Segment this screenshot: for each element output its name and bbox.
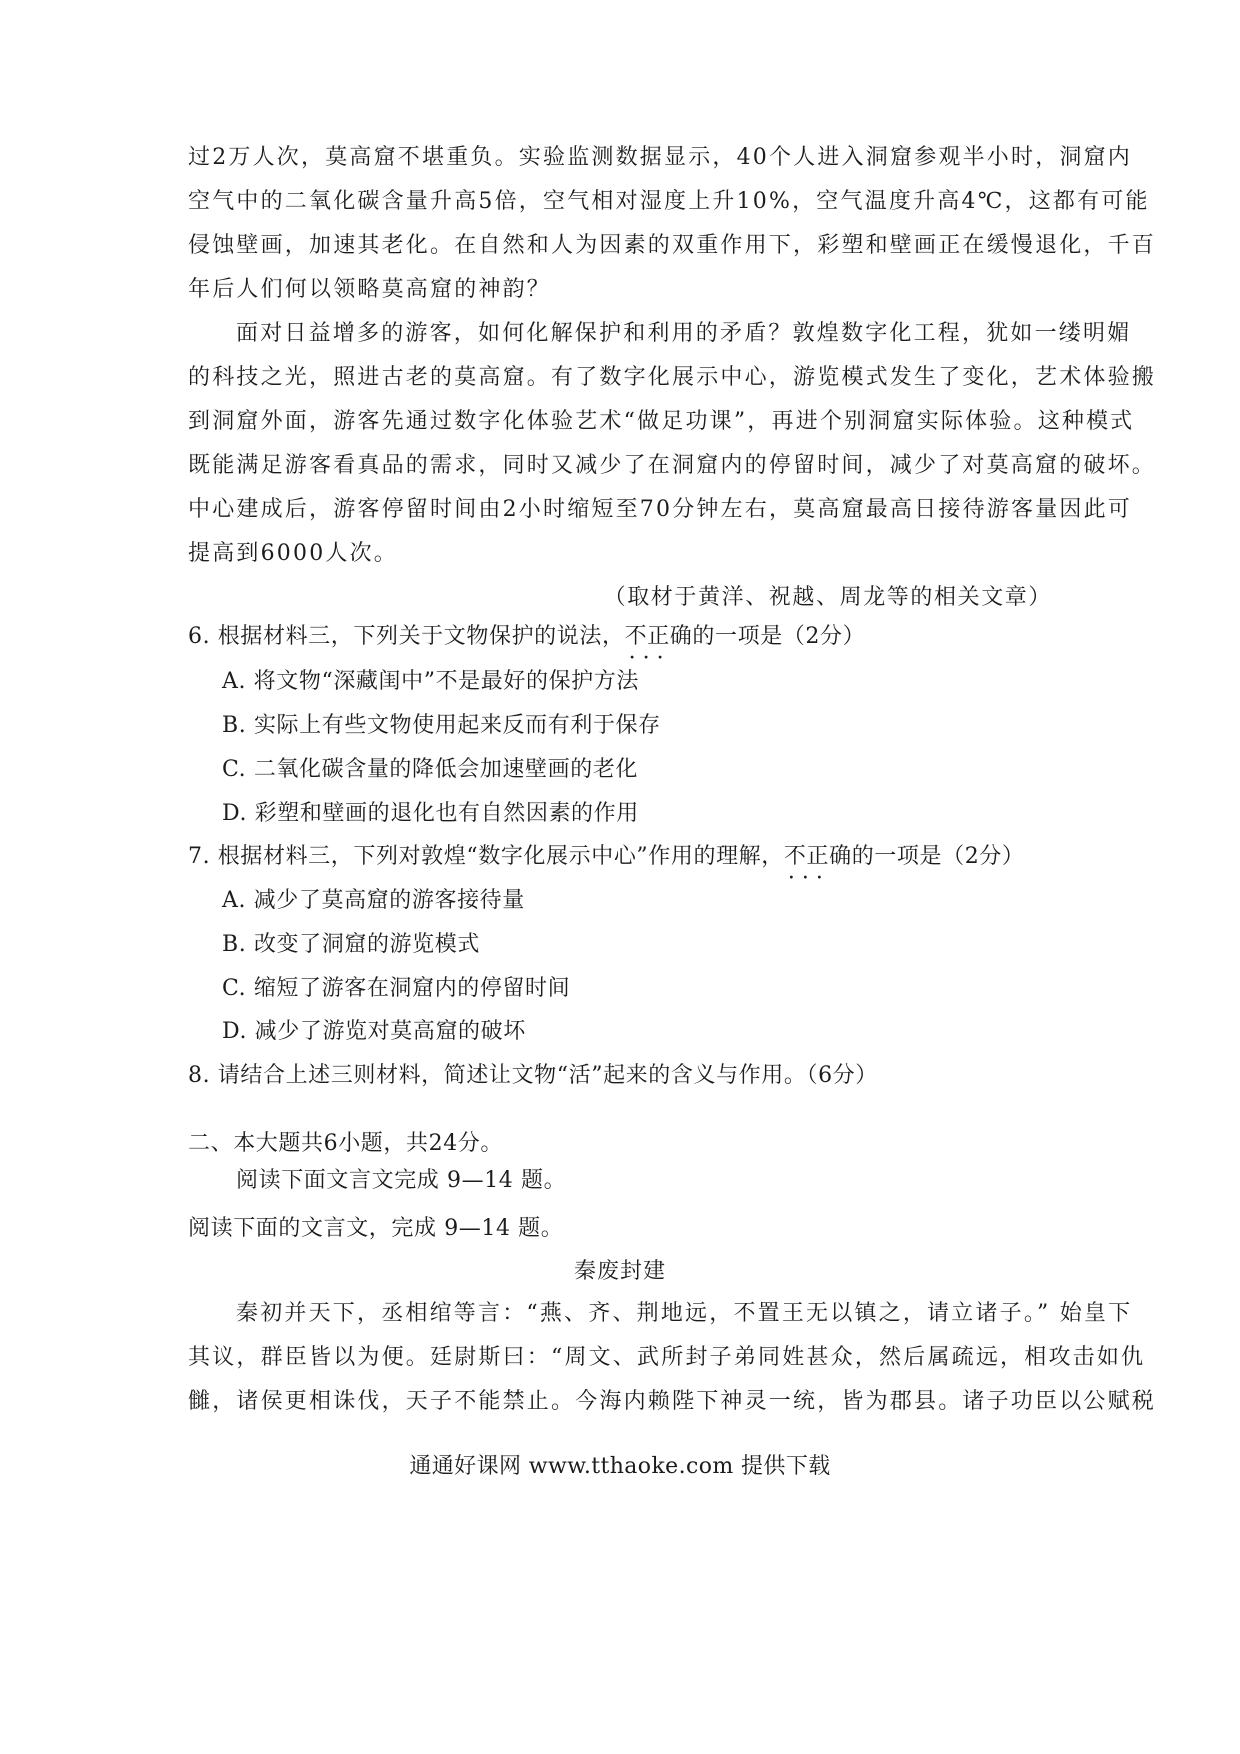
passage-line: 年后人们何以领略莫高窟的神韵？ xyxy=(188,277,552,302)
passage-line: 提高到6000人次。 xyxy=(188,541,398,566)
section-heading: 二、本大题共6小题，共24分。 xyxy=(188,1131,503,1156)
question-stem-text: 的一项是（2分） xyxy=(692,624,866,649)
section-instruction: 阅读下面文言文完成 9—14 题。 xyxy=(236,1168,567,1193)
passage-line: 到洞窟外面，游客先通过数字化体验艺术“做足功课”，再进个别洞窟实际体验。这种模式 xyxy=(188,409,1135,434)
question-stem-text: 7. 根据材料三，下列对敦煌“数字化展示中心”作用的理解， xyxy=(188,844,784,869)
page-footer: 通通好课网 www.tthaoke.com 提供下载 xyxy=(409,1454,831,1479)
passage-line: 空气中的二氧化碳含量升高5倍，空气相对湿度上升10%，空气温度升高4℃，这都有可能 xyxy=(188,189,1150,214)
option-b: B. 实际上有些文物使用起来反而有利于保存 xyxy=(222,713,661,738)
question-stem-text: 6. 根据材料三，下列关于文物保护的说法， xyxy=(188,624,625,649)
passage-line: 侵蚀壁画，加速其老化。在自然和人为因素的双重作用下，彩塑和壁画正在缓慢退化，千百 xyxy=(188,233,1157,258)
classical-text-line: 雠，诸侯更相诛伐，天子不能禁止。今海内赖陛下神灵一统，皆为郡县。诸子功臣以公赋税 xyxy=(188,1389,1157,1414)
passage-line: 的科技之光，照进古老的莫高窟。有了数字化展示中心，游览模式发生了变化，艺术体验搬 xyxy=(188,365,1157,390)
source-citation: （取材于黄洋、祝越、周龙等的相关文章） xyxy=(603,585,1052,610)
classical-text-line: 秦初并天下，丞相绾等言：“燕、齐、荆地远，不置王无以镇之，请立诸子。” 始皇下 xyxy=(236,1301,1133,1326)
option-b: B. 改变了洞窟的游览模式 xyxy=(222,932,480,957)
option-d: D. 彩塑和壁画的退化也有自然因素的作用 xyxy=(222,801,639,826)
option-a: A. 将文物“深藏闺中”不是最好的保护方法 xyxy=(222,669,639,694)
question-7-stem xyxy=(188,842,1025,872)
question-stem-text: 的一项是（2分） xyxy=(851,844,1025,869)
classical-text-line: 其议，群臣皆以为便。廷尉斯曰：“周文、武所封子弟同姓甚众，然后属疏远，相攻击如仇 xyxy=(188,1345,1146,1370)
question-6-stem xyxy=(188,622,865,652)
question-8-stem: 8. 请结合上述三则材料，简述让文物“活”起来的含义与作用。（6分） xyxy=(188,1063,878,1088)
passage-line: 面对日益增多的游客，如何化解保护和利用的矛盾？敦煌数字化工程，犹如一缕明媚 xyxy=(236,321,1132,346)
passage-line: 过2万人次，莫高窟不堪重负。实验监测数据显示，40个人进入洞窟参观半小时，洞窟内 xyxy=(188,145,1132,170)
option-c: C. 二氧化碳含量的降低会加速壁画的老化 xyxy=(222,757,639,782)
emphasis-text: 不正确 · · · xyxy=(625,622,693,652)
option-c: C. 缩短了游客在洞窟内的停留时间 xyxy=(222,976,571,1001)
passage-line: 既能满足游客看真品的需求，同时又减少了在洞窟内的停留时间，减少了对莫高窟的破坏。 xyxy=(188,453,1157,478)
text-title: 秦废封建 xyxy=(573,1259,666,1284)
section-instruction: 阅读下面的文言文，完成 9—14 题。 xyxy=(188,1216,564,1241)
passage-line: 中心建成后，游客停留时间由2小时缩短至70分钟左右，莫高窟最高日接待游客量因此可 xyxy=(188,497,1132,522)
option-a: A. 减少了莫高窟的游客接待量 xyxy=(222,888,525,913)
option-d: D. 减少了游览对莫高窟的破坏 xyxy=(222,1019,526,1044)
emphasis-text: 不正确 · · · xyxy=(784,842,852,872)
